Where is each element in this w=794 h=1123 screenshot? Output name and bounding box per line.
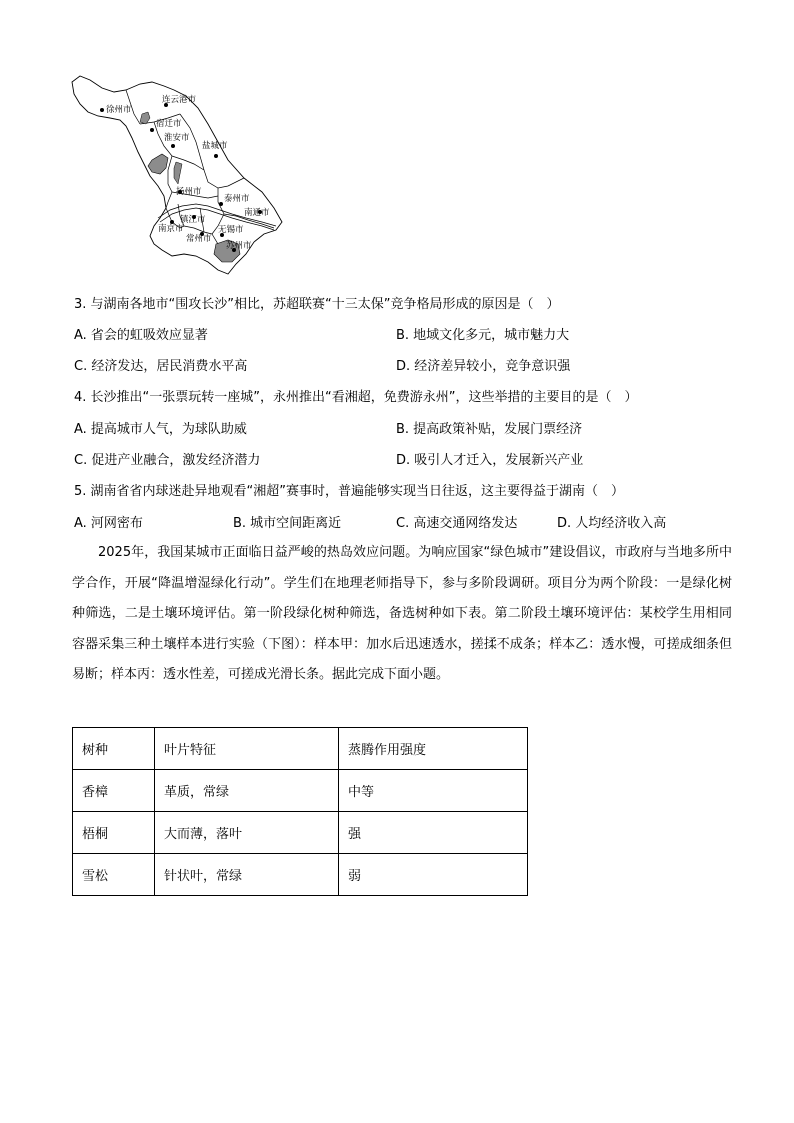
table-header-row [73,728,528,770]
table-row [73,770,528,812]
table-header-cell: 蒸腾作用强度 [339,728,528,770]
question-4-stem: 4. 长沙推出“一张票玩转一座城”，永州推出“看湘超，免费游永州”，这些举措的主要目的是（ ） [74,390,638,405]
table-cell: 针状叶，常绿 [155,854,339,896]
question-3-stem: 3. 与湖南各地市“围攻长沙”相比，苏超联赛“十三太保”竞争格局形成的原因是（ ） [74,297,560,312]
question-5-option-d: D. 人均经济收入高 [557,516,667,531]
city-label: 宿迁市 [156,119,182,129]
city-label: 连云港市 [162,95,197,105]
city-label: 盐城市 [202,141,228,151]
question-5-option-c: C. 高速交通网络发达 [396,516,518,531]
city-label: 无锡市 [218,225,244,235]
question-4-option-a: A. 提高城市人气，为球队助威 [74,422,247,437]
question-4-option-c: C. 促进产业融合，激发经济潜力 [74,453,261,468]
table-row [73,854,528,896]
question-5-option-b: B. 城市空间距离近 [233,516,342,531]
city-label: 淮安市 [164,133,190,143]
table-cell: 革质，常绿 [155,770,339,812]
question-3-option-a: A. 省会的虹吸效应显著 [74,328,208,343]
table-cell: 香樟 [73,770,155,812]
table-row [73,812,528,854]
table-header-cell: 树种 [73,728,155,770]
city-label: 扬州市 [176,187,202,197]
table-cell: 雪松 [73,854,155,896]
question-5-stem: 5. 湖南省省内球迷赴异地观看“湘超”赛事时，普遍能够实现当日往返，这主要得益于湖南（ ） [74,484,625,499]
table-cell: 中等 [339,770,528,812]
question-3-option-d: D. 经济差异较小，竞争意识强 [396,359,571,374]
city-label: 苏州市 [226,241,252,251]
table-cell: 大而薄，落叶 [155,812,339,854]
tree-species-table [72,727,528,896]
question-4-option-b: B. 提高政策补贴，发展门票经济 [396,422,583,437]
city-label: 常州市 [186,234,212,244]
question-3-option-c: C. 经济发达，居民消费水平高 [74,359,248,374]
reading-passage: 2025年，我国某城市正面临日益严峻的热岛效应问题。为响应国家“绿色城市”建设倡议，市政府与当地多所中学合作，开展“降温增湿绿化行动”。学生们在地理老师指导下，参与多阶段调研。项目分为两个阶段：一是绿化树种筛选，二是土壤环境评估。第一阶段绿化树种筛选，备选树种如下表。第二阶段土壤环境评估：某校学生用相同容器采集三种土壤样本进行实验（下图）：样本甲：加水后迅速透水，搓揉不成条；样本乙：透水慢，可搓成细条但易断；样本丙：透水性差，可搓成光滑长条。据此完成下面小题。 [72,545,732,682]
city-label: 镇江市 [180,215,206,225]
city-label: 泰州市 [224,194,250,204]
table-header-cell: 叶片特征 [155,728,339,770]
table-cell: 梧桐 [73,812,155,854]
question-3-option-b: B. 地域文化多元，城市魅力大 [396,328,570,343]
jiangsu-map [68,68,308,280]
question-4-option-d: D. 吸引人才迁入，发展新兴产业 [396,453,584,468]
table-cell: 弱 [339,854,528,896]
city-label: 徐州市 [106,105,132,115]
table-cell: 强 [339,812,528,854]
city-label: 南京市 [158,224,184,234]
question-5-option-a: A. 河网密布 [74,516,143,531]
city-label: 南通市 [244,208,270,218]
